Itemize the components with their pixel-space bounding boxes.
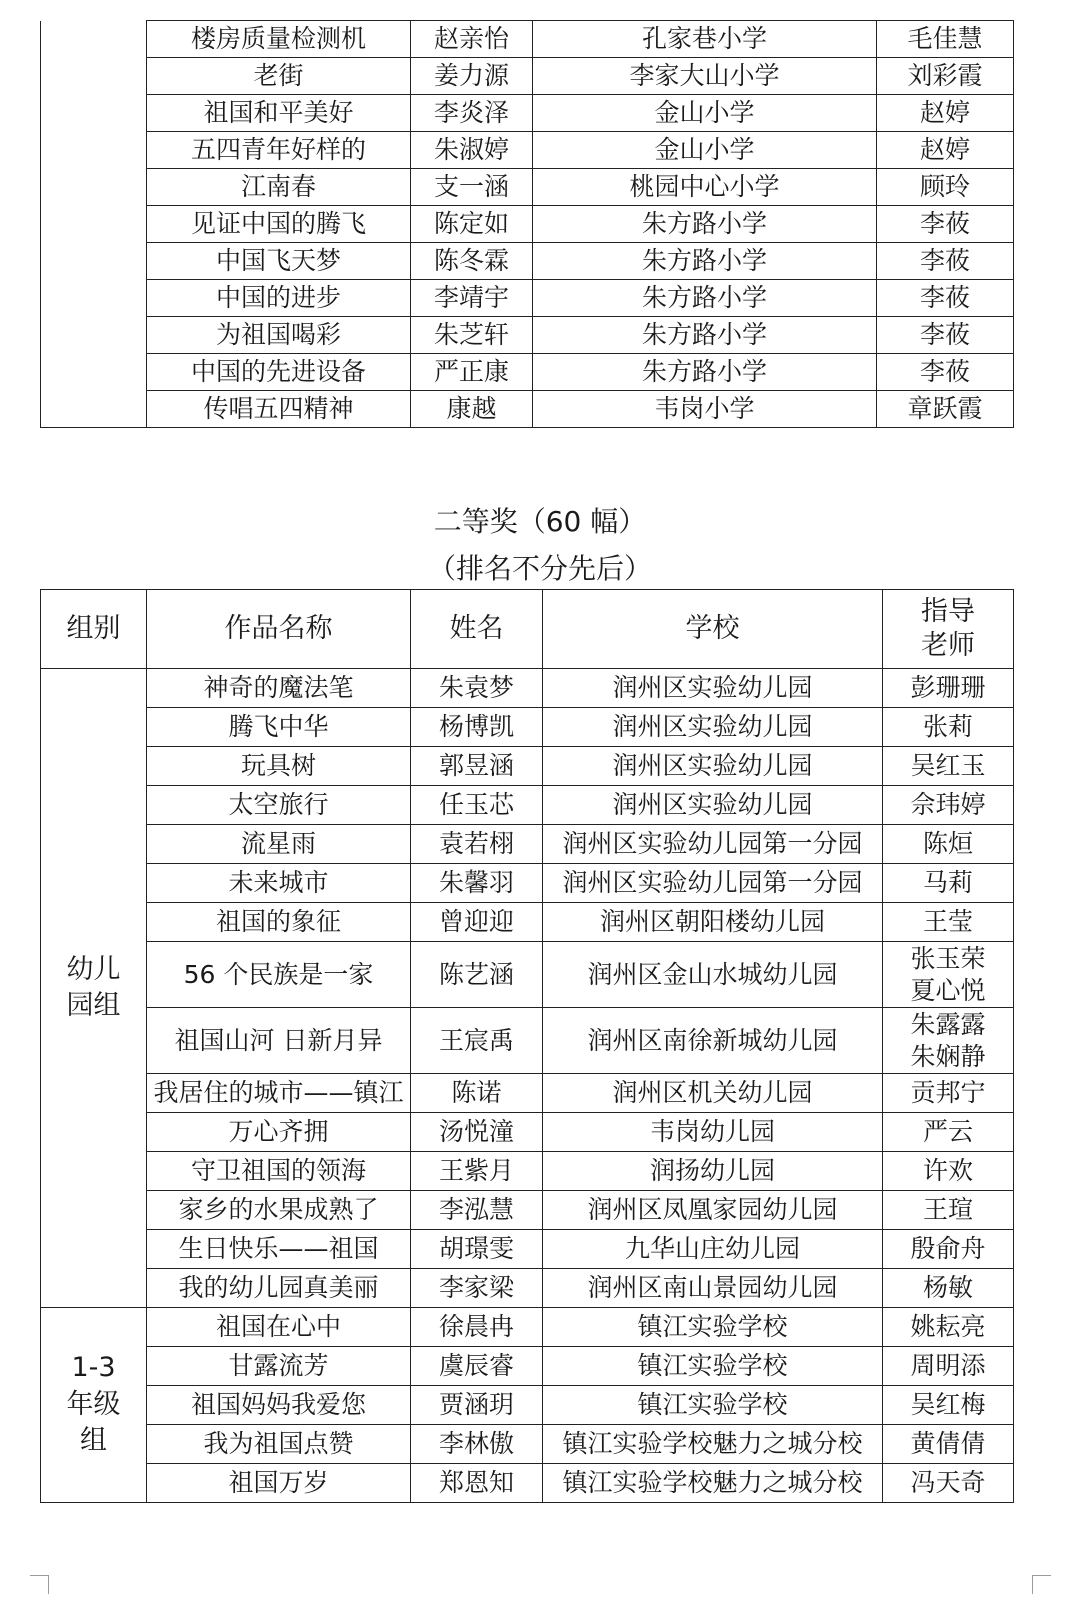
- table-row: [41, 21, 1014, 58]
- school-cell: 润州区实验幼儿园: [543, 747, 883, 786]
- teacher-cell: 黄倩倩: [883, 1425, 1014, 1464]
- teacher-cell: 贡邦宁: [883, 1074, 1014, 1113]
- school-cell: 润扬幼儿园: [543, 1152, 883, 1191]
- table-row: [41, 942, 1014, 1008]
- school-cell: 润州区实验幼儿园第一分园: [543, 864, 883, 903]
- teacher-cell: 赵婷: [877, 95, 1014, 132]
- name-cell: 李林傲: [411, 1425, 543, 1464]
- work-cell: 家乡的水果成熟了: [147, 1191, 411, 1230]
- crop-mark: [1032, 1575, 1051, 1594]
- work-cell: 祖国万岁: [147, 1464, 411, 1503]
- work-cell: 神奇的魔法笔: [147, 669, 411, 708]
- name-cell: 虞辰睿: [411, 1347, 543, 1386]
- school-cell: 韦岗小学: [533, 391, 877, 428]
- work-cell: 中国的先进设备: [147, 354, 411, 391]
- teacher-cell: 殷俞舟: [883, 1230, 1014, 1269]
- teacher-cell: 周明添: [883, 1347, 1014, 1386]
- school-cell: 金山小学: [533, 132, 877, 169]
- name-cell: 支一涵: [411, 169, 533, 206]
- school-cell: 润州区机关幼儿园: [543, 1074, 883, 1113]
- school-cell: 润州区金山水城幼儿园: [543, 942, 883, 1008]
- table-row: [41, 825, 1014, 864]
- work-cell: 祖国妈妈我爱您: [147, 1386, 411, 1425]
- table-row: [41, 1464, 1014, 1503]
- name-cell: 朱芝轩: [411, 317, 533, 354]
- teacher-cell: 严云: [883, 1113, 1014, 1152]
- teacher-cell: 顾玲: [877, 169, 1014, 206]
- teacher-cell: 王莹: [883, 903, 1014, 942]
- name-cell: 康越: [411, 391, 533, 428]
- name-cell: 胡璟雯: [411, 1230, 543, 1269]
- group-cell: [41, 1308, 147, 1503]
- table-row: [41, 95, 1014, 132]
- name-cell: 李家梁: [411, 1269, 543, 1308]
- teacher-cell: 李莜: [877, 280, 1014, 317]
- header-work: 作品名称: [147, 590, 411, 669]
- teacher-name: 夏心悦: [910, 975, 986, 1005]
- work-cell: 腾飞中华: [147, 708, 411, 747]
- school-cell: 镇江实验学校: [543, 1386, 883, 1425]
- school-cell: 润州区南徐新城幼儿园: [543, 1008, 883, 1074]
- school-cell: 朱方路小学: [533, 206, 877, 243]
- work-cell: 我居住的城市——镇江: [147, 1074, 411, 1113]
- school-cell: 镇江实验学校: [543, 1347, 883, 1386]
- work-cell: 楼房质量检测机: [147, 21, 411, 58]
- name-cell: 任玉芯: [411, 786, 543, 825]
- teacher-cell: 姚耘亮: [883, 1308, 1014, 1347]
- work-cell: 我为祖国点赞: [147, 1425, 411, 1464]
- name-cell: 袁若栩: [411, 825, 543, 864]
- table-row: [41, 864, 1014, 903]
- teacher-cell: 赵婷: [877, 132, 1014, 169]
- work-cell: 守卫祖国的领海: [147, 1152, 411, 1191]
- work-cell: 祖国在心中: [147, 1308, 411, 1347]
- work-cell: 甘露流芳: [147, 1347, 411, 1386]
- name-cell: 王宸禹: [411, 1008, 543, 1074]
- name-cell: 赵亲怡: [411, 21, 533, 58]
- teacher-cell: 王瑄: [883, 1191, 1014, 1230]
- name-cell: 姜力源: [411, 58, 533, 95]
- group-cell: [41, 669, 147, 1308]
- name-cell: 严正康: [411, 354, 533, 391]
- school-cell: 桃园中心小学: [533, 169, 877, 206]
- school-cell: 朱方路小学: [533, 317, 877, 354]
- name-cell: 陈诺: [411, 1074, 543, 1113]
- second-prize-table: [40, 589, 1014, 1503]
- work-cell: 传唱五四精神: [147, 391, 411, 428]
- section-subtitle: （排名不分先后）: [427, 552, 652, 585]
- name-cell: 徐晨冉: [411, 1308, 543, 1347]
- teacher-name: 朱娴静: [910, 1041, 986, 1071]
- work-cell: 万心齐拥: [147, 1113, 411, 1152]
- name-cell: 陈艺涵: [411, 942, 543, 1008]
- work-cell: 五四青年好样的: [147, 132, 411, 169]
- school-cell: 金山小学: [533, 95, 877, 132]
- work-cell: 江南春: [147, 169, 411, 206]
- group-label-line: 年级: [66, 1388, 121, 1420]
- teacher-cell: 李莜: [877, 243, 1014, 280]
- table-header-row: [41, 590, 1014, 669]
- teacher-name: 朱露露: [910, 1010, 986, 1040]
- name-cell: 朱淑婷: [411, 132, 533, 169]
- group-label-line: 1-3: [71, 1352, 116, 1384]
- name-cell: 郑恩知: [411, 1464, 543, 1503]
- teacher-cell: 彭珊珊: [883, 669, 1014, 708]
- work-cell: 太空旅行: [147, 786, 411, 825]
- school-cell: 九华山庄幼儿园: [543, 1230, 883, 1269]
- school-cell: 润州区实验幼儿园: [543, 669, 883, 708]
- table-row: [41, 243, 1014, 280]
- group-cell: [41, 21, 147, 428]
- work-cell: 流星雨: [147, 825, 411, 864]
- name-cell: 陈定如: [411, 206, 533, 243]
- table-row: [41, 1269, 1014, 1308]
- table-row: [41, 317, 1014, 354]
- name-cell: 李泓慧: [411, 1191, 543, 1230]
- work-cell: 祖国的象征: [147, 903, 411, 942]
- teacher-name: 张玉荣: [910, 944, 986, 974]
- work-cell: 见证中国的腾飞: [147, 206, 411, 243]
- name-cell: 贾涵玥: [411, 1386, 543, 1425]
- table-row: [41, 1386, 1014, 1425]
- work-cell: 老街: [147, 58, 411, 95]
- teacher-cell: 吴红玉: [883, 747, 1014, 786]
- table-row: [41, 669, 1014, 708]
- school-cell: 润州区南山景园幼儿园: [543, 1269, 883, 1308]
- school-cell: 孔家巷小学: [533, 21, 877, 58]
- teacher-cell: 杨敏: [883, 1269, 1014, 1308]
- table-row: [41, 1191, 1014, 1230]
- work-cell: 未来城市: [147, 864, 411, 903]
- work-cell: 为祖国喝彩: [147, 317, 411, 354]
- name-cell: 朱袁梦: [411, 669, 543, 708]
- name-cell: 李靖宇: [411, 280, 533, 317]
- work-cell: 祖国和平美好: [147, 95, 411, 132]
- table-row: [41, 169, 1014, 206]
- teacher-cell: 毛佳慧: [877, 21, 1014, 58]
- crop-mark: [30, 1575, 49, 1594]
- teacher-cell: 李莜: [877, 317, 1014, 354]
- school-cell: 润州区实验幼儿园: [543, 708, 883, 747]
- teacher-cell: 张莉: [883, 708, 1014, 747]
- teacher-cell: 李莜: [877, 206, 1014, 243]
- table-row: [41, 1113, 1014, 1152]
- school-cell: 润州区凤凰家园幼儿园: [543, 1191, 883, 1230]
- teacher-cell: 马莉: [883, 864, 1014, 903]
- school-cell: 润州区实验幼儿园第一分园: [543, 825, 883, 864]
- header-teacher-line1: 指导: [921, 596, 975, 628]
- table-row: [41, 1347, 1014, 1386]
- teacher-cell: 佘玮婷: [883, 786, 1014, 825]
- table-row: [41, 708, 1014, 747]
- work-cell: 中国飞天梦: [147, 243, 411, 280]
- name-cell: 陈冬霖: [411, 243, 533, 280]
- table-row: [41, 1425, 1014, 1464]
- teacher-cell: 刘彩霞: [877, 58, 1014, 95]
- school-cell: 朱方路小学: [533, 354, 877, 391]
- group-label-line: 组: [80, 1425, 107, 1457]
- school-cell: 润州区朝阳楼幼儿园: [543, 903, 883, 942]
- work-cell: 中国的进步: [147, 280, 411, 317]
- school-cell: 镇江实验学校: [543, 1308, 883, 1347]
- school-cell: 润州区实验幼儿园: [543, 786, 883, 825]
- school-cell: 镇江实验学校魅力之城分校: [543, 1464, 883, 1503]
- school-cell: 镇江实验学校魅力之城分校: [543, 1425, 883, 1464]
- table-row: [41, 747, 1014, 786]
- work-cell: 玩具树: [147, 747, 411, 786]
- table-row: [41, 1074, 1014, 1113]
- name-cell: 王紫月: [411, 1152, 543, 1191]
- name-cell: 李炎泽: [411, 95, 533, 132]
- header-school: 学校: [543, 590, 883, 669]
- top-award-table: [40, 20, 1014, 428]
- header-name: 姓名: [411, 590, 543, 669]
- section-title: 二等奖（60 幅）: [433, 505, 647, 538]
- table-row: [41, 132, 1014, 169]
- teacher-cell: 许欢: [883, 1152, 1014, 1191]
- table-row: [41, 1152, 1014, 1191]
- teacher-cell: 陈烜: [883, 825, 1014, 864]
- header-group: 组别: [41, 590, 147, 669]
- name-cell: 郭昱涵: [411, 747, 543, 786]
- teacher-cell: [883, 942, 1014, 1008]
- table-row: [41, 1230, 1014, 1269]
- teacher-cell: [883, 1008, 1014, 1074]
- table-row: [41, 1308, 1014, 1347]
- school-cell: 朱方路小学: [533, 280, 877, 317]
- header-teacher-line2: 老师: [921, 630, 975, 661]
- table-row: [41, 58, 1014, 95]
- school-cell: 李家大山小学: [533, 58, 877, 95]
- table-row: [41, 354, 1014, 391]
- name-cell: 曾迎迎: [411, 903, 543, 942]
- name-cell: 朱馨羽: [411, 864, 543, 903]
- table-row: [41, 903, 1014, 942]
- name-cell: 汤悦潼: [411, 1113, 543, 1152]
- table-row: [41, 786, 1014, 825]
- school-cell: 朱方路小学: [533, 243, 877, 280]
- table-row: [41, 1008, 1014, 1074]
- group-label-line: 幼儿: [66, 953, 121, 985]
- name-cell: 杨博凯: [411, 708, 543, 747]
- teacher-cell: 冯天奇: [883, 1464, 1014, 1503]
- table-row: [41, 391, 1014, 428]
- table-row: [41, 206, 1014, 243]
- teacher-cell: 章跃霞: [877, 391, 1014, 428]
- school-cell: 韦岗幼儿园: [543, 1113, 883, 1152]
- header-teacher: [883, 590, 1014, 669]
- work-cell: 我的幼儿园真美丽: [147, 1269, 411, 1308]
- work-cell: 生日快乐——祖国: [147, 1230, 411, 1269]
- teacher-cell: 吴红梅: [883, 1386, 1014, 1425]
- group-label-line: 园组: [66, 990, 121, 1021]
- work-cell: 56 个民族是一家: [147, 942, 411, 1008]
- table-row: [41, 280, 1014, 317]
- work-cell: 祖国山河 日新月异: [147, 1008, 411, 1074]
- teacher-cell: 李莜: [877, 354, 1014, 391]
